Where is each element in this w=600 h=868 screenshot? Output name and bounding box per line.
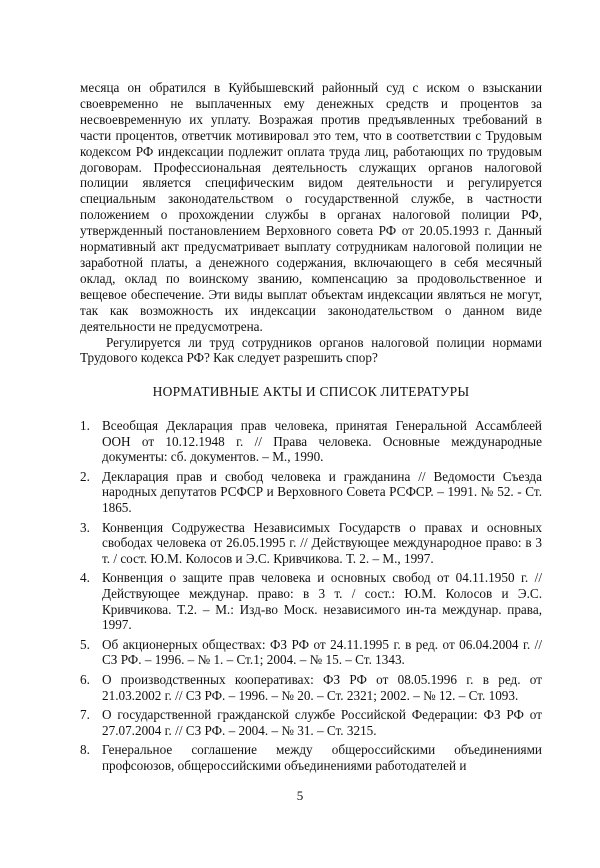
reference-item (80, 418, 542, 465)
reference-item (80, 469, 542, 516)
reference-number: 1. (80, 418, 90, 433)
reference-number: 5. (80, 636, 90, 652)
main-text (80, 80, 542, 366)
reference-item (80, 672, 542, 703)
reference-text: О производственных кооперативах: ФЗ РФ от 08.05.1996 г. в ред. от 21.03.2002 г. // СЗ РФ. – 1996. – № 20. – Ст. 2321; 2002. – № 12. – Ст. 1093. (102, 671, 542, 703)
reference-text: Об акционерных обществах: ФЗ РФ от 24.11.1995 г. в ред. от 06.04.2004 г. // СЗ РФ. – 1996. – № 1. – Ст.1; 2004. – № 15. – Ст. 1343. (102, 636, 542, 668)
reference-number: 2. (80, 468, 90, 484)
reference-item (80, 707, 542, 738)
reference-text: О государственной гражданской службе Российской Федерации: ФЗ РФ от 27.07.2004 г. // СЗ РФ. – 2004. – № 31. – Ст. 3215. (102, 707, 542, 738)
reference-number: 8. (80, 742, 90, 758)
references-heading: НОРМАТИВНЫЕ АКТЫ И СПИСОК ЛИТЕРАТУРЫ (152, 384, 470, 399)
reference-item (80, 520, 542, 567)
reference-item (80, 742, 542, 773)
references-list (80, 418, 542, 777)
question-paragraph: Регулируется ли труд сотрудников органов налоговой полиции нормами Трудового кодекса РФ? Как следует разрешить спор? (80, 334, 542, 366)
reference-number: 4. (80, 570, 90, 586)
reference-text: Генеральное соглашение между общероссийскими объединениями профсоюзов, общероссийскими объединениями работодателей и (102, 742, 542, 773)
reference-text: Всеобщая Декларация прав человека, принятая Генеральной Ассамблеей ООН от 10.12.1948 г. // Права человека. Основные международные документы: сб. документов. – М., 1990. (102, 418, 542, 465)
main-paragraph: месяца он обратился в Куйбышевский районный суд с иском о взыскании своевременно не выплаченных ему денежных средств и процентов за несвоевременную их уплату. Возражая против предъявленных требований в части процентов, ответчик мотивировал это тем, что в соответствии с Трудовым кодексом РФ индексации подлежит оплата труда лиц, работающих по трудовым договорам. Профессиональная деятельность служащих органов налоговой полиции является специфическим видом деятельности и регулируется специальным законодательством о государственной службе, в частности положением о прохождении службы в органах налоговой полиции РФ, утвержденный постановлением Верховного совета РФ от 20.05.1993 г. Данный нормативный акт предусматривает выплату сотрудникам налоговой полиции не заработной платы, а денежного содержания, включающего в себя месячный оклад, оклад по воинскому званию, компенсацию за продовольственное и вещевое обеспечение. Эти виды выплат объектам индексации являться не могут, так как возможность их индексации законодательством о данном виде деятельности не предусмотрена. (80, 80, 542, 334)
reference-text: Конвенция о защите прав человека и основных свобод от 04.11.1950 г. // Действующее междунар. право: в 3 т. / сост.: Ю.М. Колосов и Э.С. Кривчикова. Т.2. – М.: Изд-во Моск. независимого ин-та междунар. права, 1997. (102, 570, 542, 633)
page-number: 5 (296, 788, 304, 803)
reference-item (80, 637, 542, 668)
reference-number: 6. (80, 671, 90, 687)
reference-text: Декларация прав и свобод человека и гражданина // Ведомости Съезда народных депутатов РСФСР и Верховного Совета РСФСР. – 1991. № 52. - Ст. 1865. (102, 468, 542, 515)
reference-number: 3. (80, 519, 90, 535)
reference-number: 7. (80, 707, 90, 723)
reference-text: Конвенция Содружества Независимых Государств о правах и основных свободах человека от 26.05.1995 г. // Действующее международное право: в 3 т. / сост. Ю.М. Колосов и Э.С. Кривчикова. Т. 2. – М., 1997. (102, 519, 542, 566)
reference-item (80, 570, 542, 632)
